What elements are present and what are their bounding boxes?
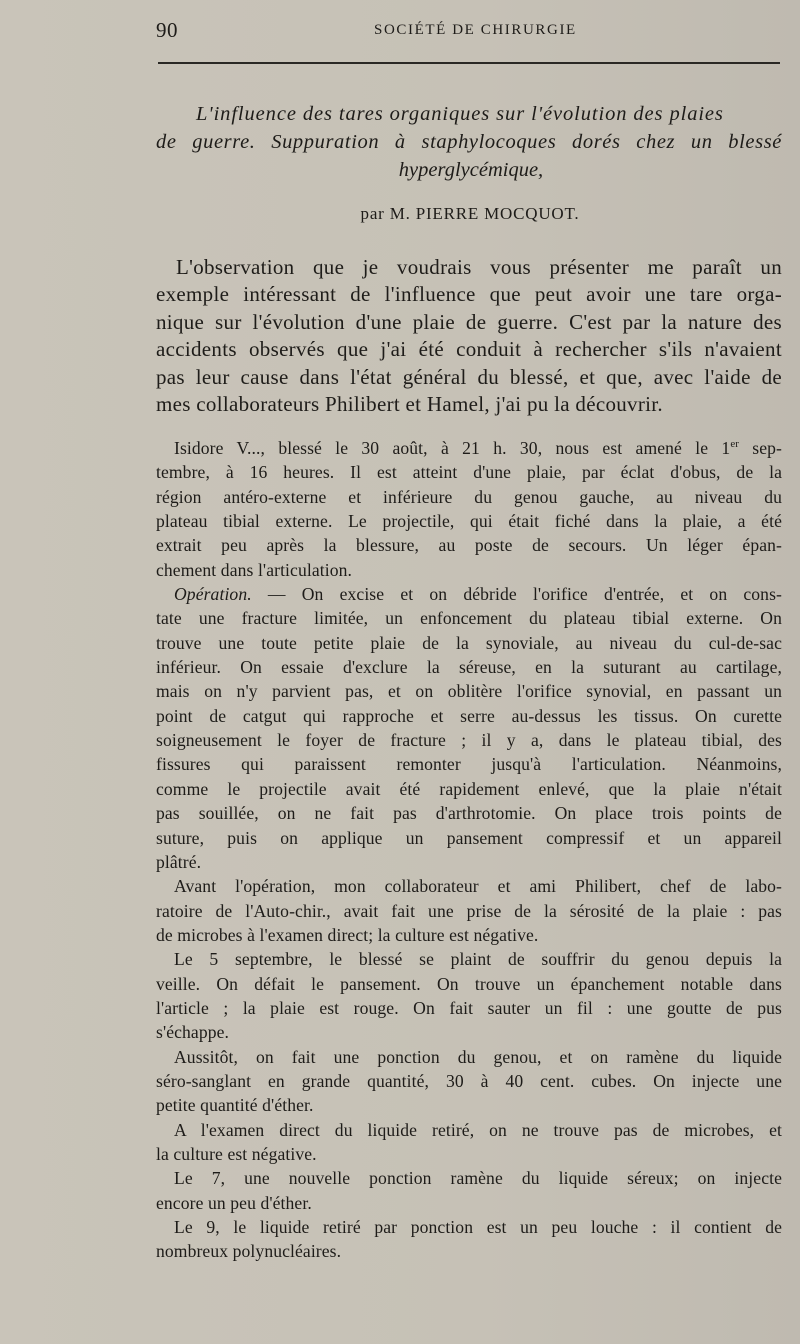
title-line: L'influence des tares organiques sur l'évolution des plaies <box>196 103 724 125</box>
text-line: Le 5 septembre, le blessé se plaint de souffrir du genou depuis la <box>174 949 782 970</box>
text-line: plâtré. <box>156 851 202 872</box>
ordinal-superscript: er <box>730 438 739 451</box>
article-title <box>156 100 782 184</box>
text-line: point de catgut qui rapproche et serre au-dessus les tissus. On curette <box>156 705 782 726</box>
text-line: accidents observés que j'ai été conduit à rechercher s'ils n'avaient <box>156 337 782 362</box>
text-line: l'article ; la plaie est rouge. On fait sauter un fil : une goutte de pus <box>156 997 782 1018</box>
text-line: chement dans l'articulation. <box>156 559 353 580</box>
text-line: tembre, à 16 heures. Il est atteint d'une plaie, par éclat d'obus, de la <box>156 462 782 483</box>
text-line: comme le projectile avait été rapidement enlevé, que la plaie n'était <box>156 778 782 799</box>
text-line: Le 7, une nouvelle ponction ramène du liquide séreux; on injecte <box>174 1168 782 1189</box>
text-line: veille. On défait le pansement. On trouve un épanchement notable dans <box>156 973 782 994</box>
section-runin-heading: Opération. <box>174 584 252 605</box>
text-line: A l'examen direct du liquide retiré, on ne trouve pas de microbes, et <box>174 1119 782 1140</box>
article-author: par M. PIERRE MOCQUOT. <box>360 204 580 223</box>
text-line: pas souillée, on ne fait pas d'arthrotomie. On place trois points de <box>156 803 782 824</box>
text-line: encore un peu d'éther. <box>156 1192 312 1213</box>
text-line: de microbes à l'examen direct; la culture est négative. <box>156 924 539 945</box>
text-line: nique sur l'évolution d'une plaie de guerre. C'est par la nature des <box>156 309 782 334</box>
text-line: trouve une toute petite plaie de la synoviale, au niveau du cul-de-sac <box>156 632 782 653</box>
text-line: ratoire de l'Auto-chir., avait fait une prise de la sérosité de la plaie : pas <box>156 900 782 921</box>
title-line: de guerre. Suppuration à staphylocoques dorés chez un blessé <box>156 131 782 153</box>
text-line: exemple intéressant de l'influence que peut avoir une tare orga- <box>156 282 782 307</box>
page-number: 90 <box>156 18 178 42</box>
text-line: inférieur. On essaie d'exclure la séreuse, en la suturant au cartilage, <box>156 657 782 678</box>
text-line: la culture est négative. <box>156 1143 317 1164</box>
text-line: mes collaborateurs Philibert et Hamel, j'ai pu la découvrir. <box>156 392 663 417</box>
text-line: Aussitôt, on fait une ponction du genou, et on ramène du liquide <box>174 1046 782 1067</box>
text-line: Le 9, le liquide retiré par ponction est un peu louche : il contient de <box>174 1217 782 1237</box>
text-line: Opération. — On excise et on débride l'orifice d'entrée, et on cons- <box>174 584 782 605</box>
text-line: fissures qui paraissent remonter jusqu'à l'articulation. Néanmoins, <box>156 754 782 775</box>
text-line: petite quantité d'éther. <box>156 1095 314 1116</box>
text-line: L'observation que je voudrais vous présenter me paraît un <box>176 255 782 279</box>
text-line: nombreux polynucléaires. <box>156 1241 342 1262</box>
text-line: s'échappe. <box>156 1022 230 1043</box>
case-report-body <box>156 436 782 1264</box>
running-head: SOCIÉTÉ DE CHIRURGIE <box>374 22 577 38</box>
intro-paragraph <box>156 254 782 418</box>
text-line: tate une fracture limitée, un enfoncement du plateau tibial externe. On <box>156 608 782 629</box>
text-line: extrait peu après la blessure, au poste de secours. Un léger épan- <box>156 535 782 556</box>
text-line: plateau tibial externe. Le projectile, qui était fiché dans la plaie, a été <box>156 511 782 532</box>
text-line: suture, puis on applique un pansement compressif et un appareil <box>156 827 782 848</box>
title-line: hyperglycémique, <box>398 159 544 181</box>
text-line: séro-sanglant en grande quantité, 30 à 40 cent. cubes. On injecte une <box>156 1070 782 1091</box>
text-line: soigneusement le foyer de fracture ; il y a, dans le plateau tibial, des <box>156 730 782 751</box>
text-line: Isidore V..., blessé le 30 août, à 21 h. 30, nous est amené le 1er sep- <box>174 438 782 458</box>
text-line: région antéro-externe et inférieure du genou gauche, au niveau du <box>156 486 782 507</box>
text-line: mais on n'y parvient pas, et on oblitère l'orifice synovial, en passant un <box>156 681 782 702</box>
text-line: Avant l'opération, mon collaborateur et ami Philibert, chef de labo- <box>174 876 782 897</box>
text-line: pas leur cause dans l'état général du blessé, et que, avec l'aide de <box>156 364 782 389</box>
page-header <box>0 18 800 48</box>
header-rule <box>158 62 780 64</box>
